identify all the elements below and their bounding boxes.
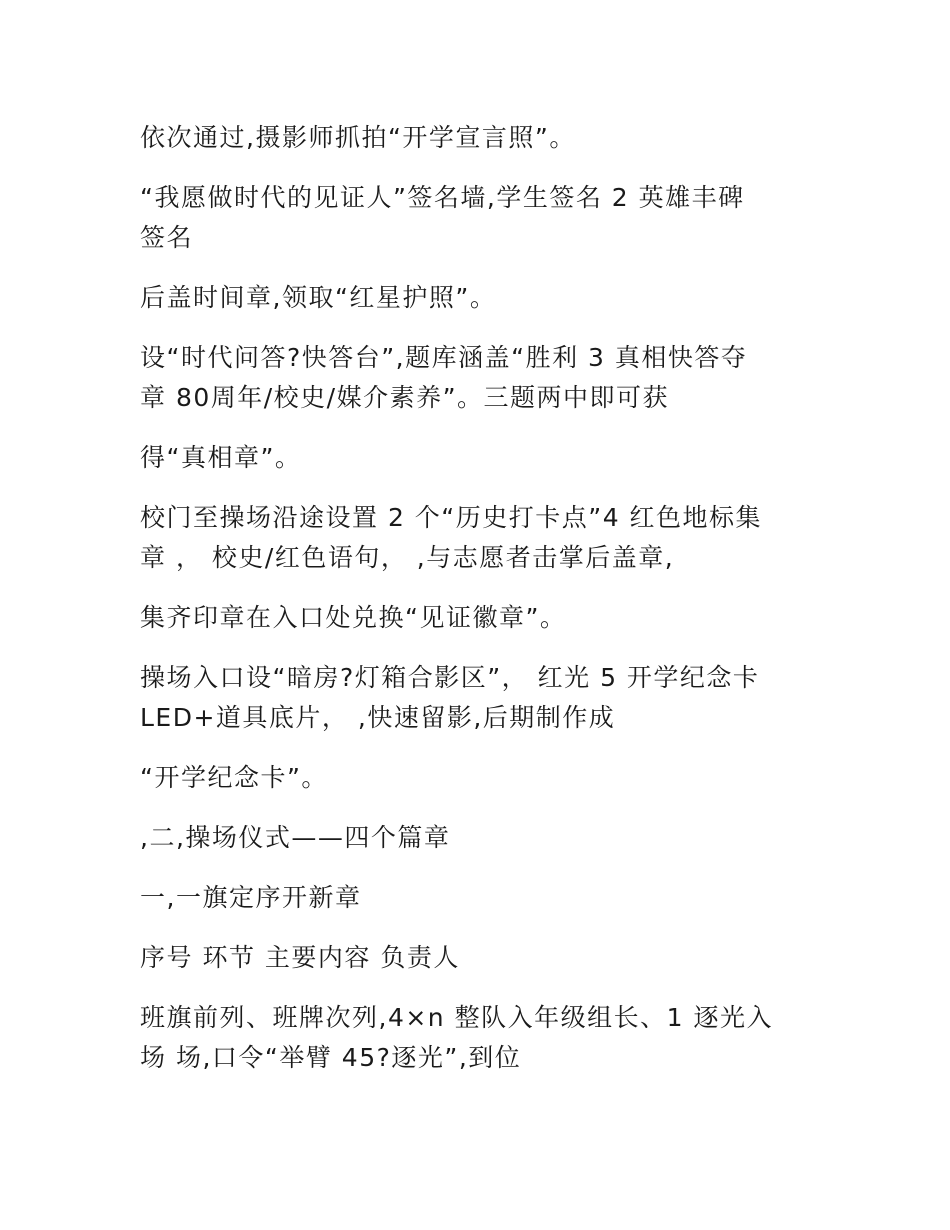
text-line: 得“真相章”。 <box>140 443 302 472</box>
table-header-text <box>140 938 820 978</box>
text-line: “开学纪念卡”。 <box>140 763 328 792</box>
text-line: “我愿做时代的见证人”签名墙,学生签名 2 英雄丰碑 <box>140 183 745 212</box>
subsection-heading <box>140 878 820 918</box>
text-line: 后盖时间章,领取“红星护照”。 <box>140 283 497 312</box>
text-line: 一,一旗定序开新章 <box>140 883 362 912</box>
paragraph <box>140 658 820 738</box>
text-line: 班旗前列、班牌次列,4×n 整队入年级组长、1 逐光入 <box>140 1003 773 1032</box>
text-line: 章 80周年/校史/媒介素养”。三题两中即可获 <box>140 383 670 412</box>
paragraph <box>140 338 820 418</box>
text-line: 场 场,口令“举臂 45?逐光”,到位 <box>140 1043 522 1072</box>
section-heading <box>140 818 820 858</box>
paragraph <box>140 498 820 578</box>
text-line: 章 ， 校史/红色语句， ,与志愿者击掌后盖章, <box>140 543 675 572</box>
paragraph <box>140 998 820 1078</box>
text-line: 签名 <box>140 223 194 252</box>
text-line: ,二,操场仪式——四个篇章 <box>140 823 451 852</box>
paragraph <box>140 178 820 258</box>
document-body <box>140 118 820 1098</box>
text-line: 校门至操场沿途设置 2 个“历史打卡点”4 红色地标集 <box>140 503 763 532</box>
paragraph <box>140 598 820 638</box>
paragraph <box>140 118 820 158</box>
text-line: 序号 环节 主要内容 负责人 <box>140 943 460 972</box>
paragraph <box>140 758 820 798</box>
text-line: 集齐印章在入口处兑换“见证徽章”。 <box>140 603 567 632</box>
paragraph <box>140 278 820 318</box>
paragraph <box>140 438 820 478</box>
text-line: 操场入口设“暗房?灯箱合影区”， 红光 5 开学纪念卡 <box>140 663 760 692</box>
text-line: 设“时代问答?快答台”,题库涵盖“胜利 3 真相快答夺 <box>140 343 748 372</box>
text-line: 依次通过,摄影师抓拍“开学宣言照”。 <box>140 123 576 152</box>
text-line: LED+道具底片， ,快速留影,后期制作成 <box>140 703 616 732</box>
